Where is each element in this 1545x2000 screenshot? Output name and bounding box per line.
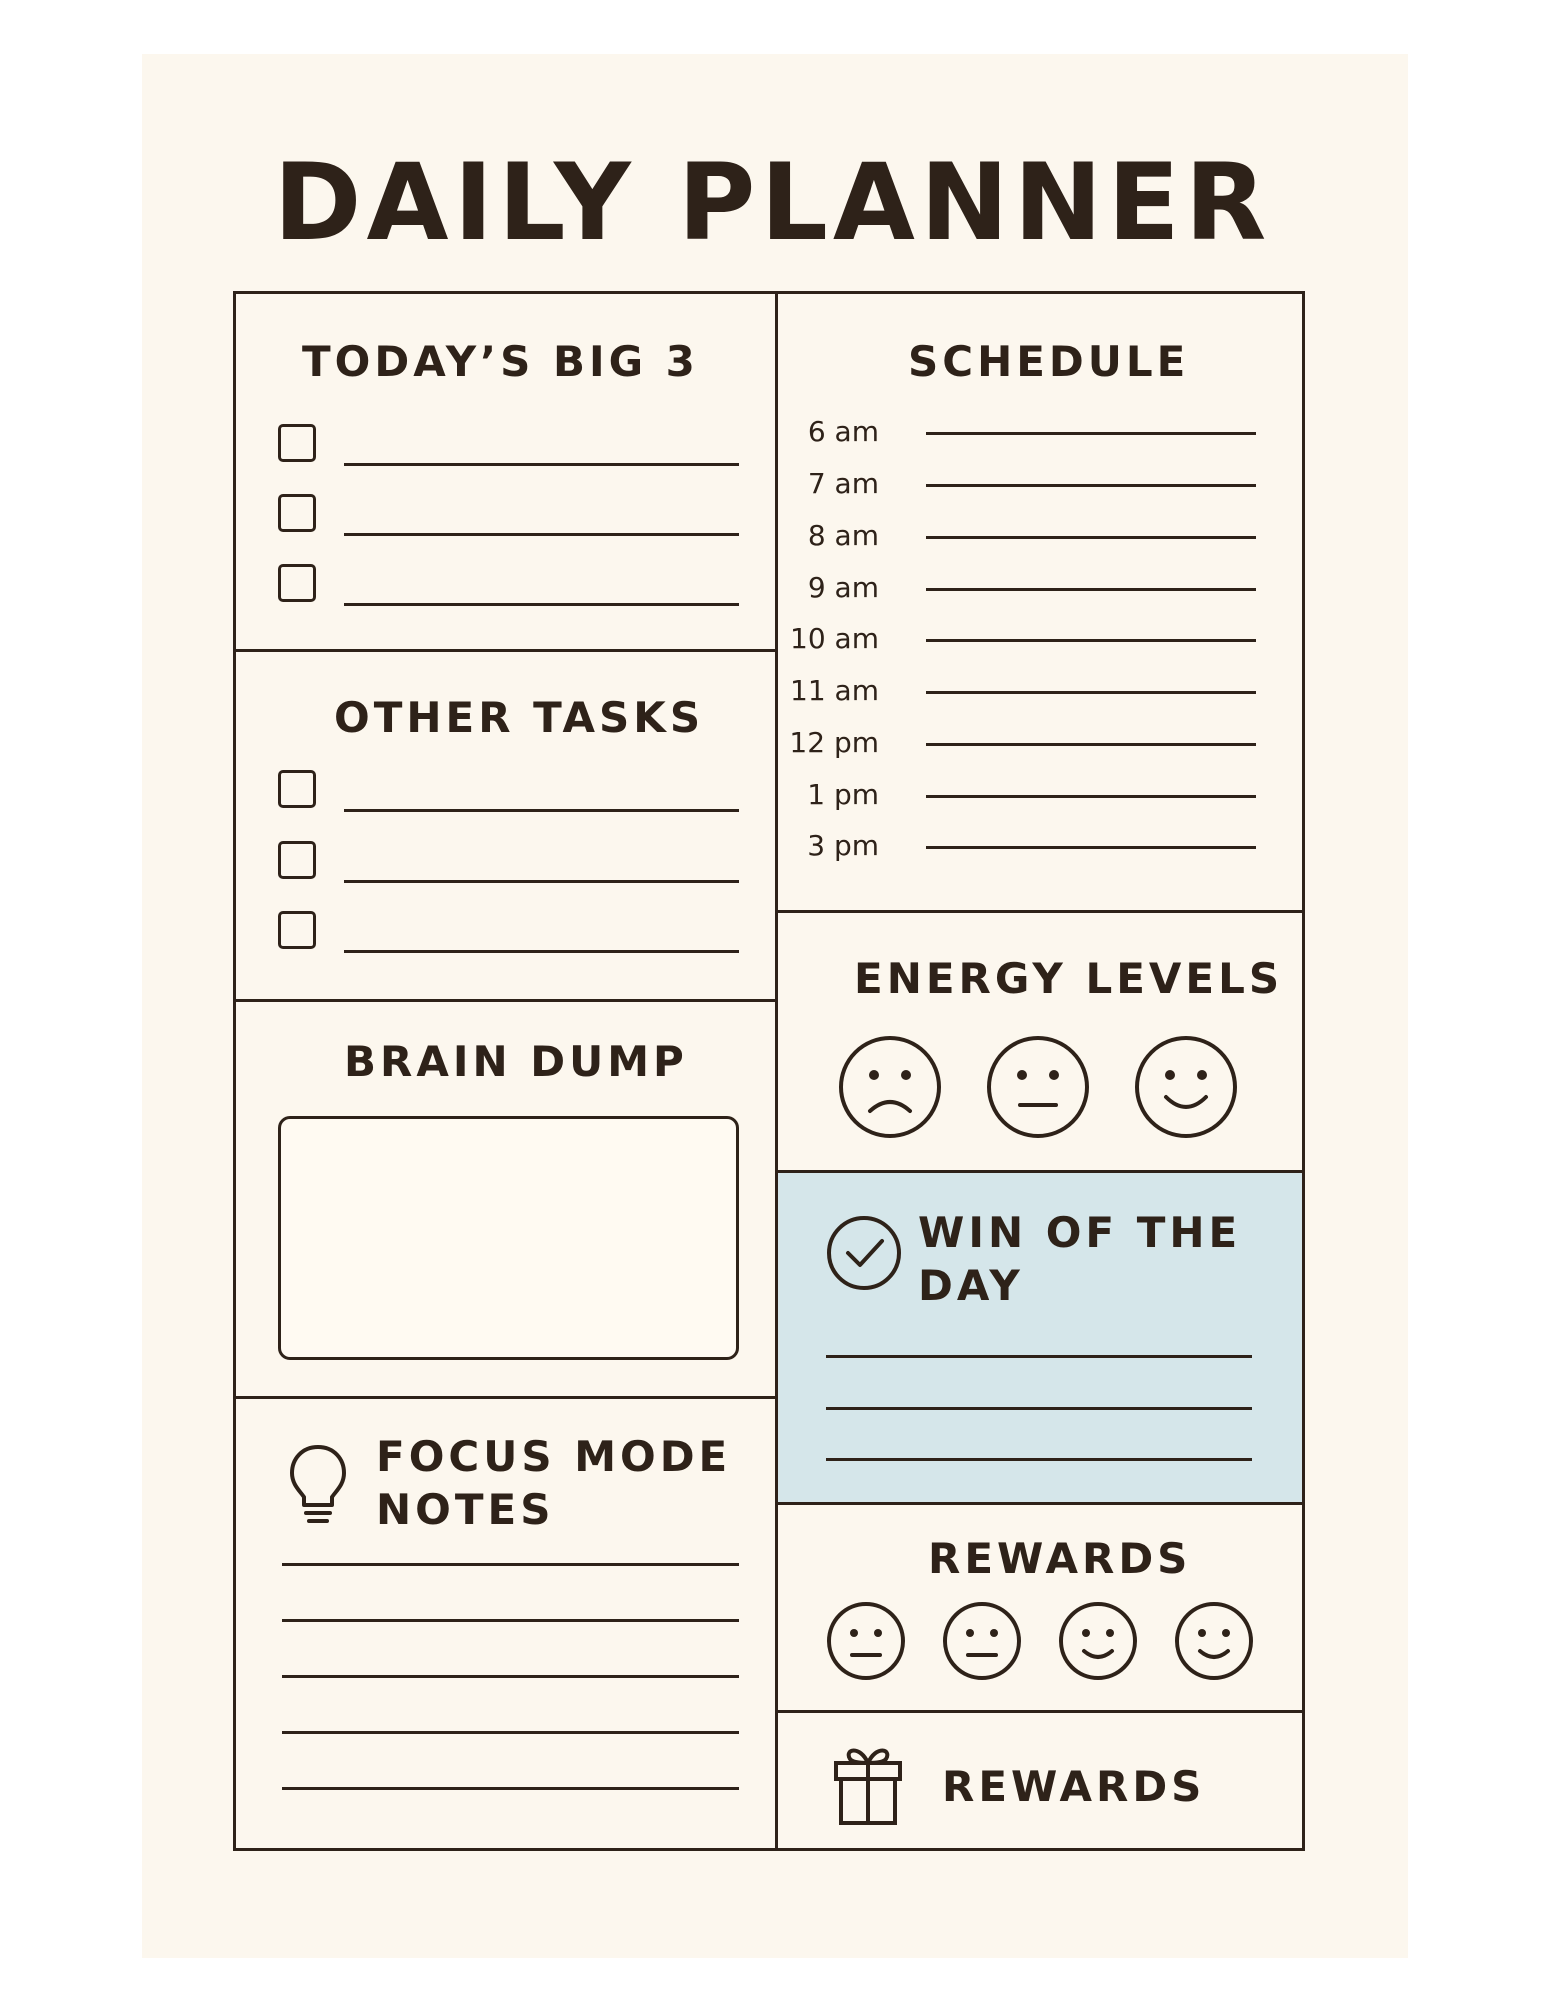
other-task-item-1 — [278, 770, 739, 812]
big3-checkbox-3[interactable] — [278, 564, 316, 602]
brain-dump-section — [236, 999, 775, 1396]
win-of-day-section — [778, 1170, 1302, 1502]
big3-line-3[interactable] — [344, 603, 739, 606]
schedule-line[interactable] — [926, 536, 1256, 539]
other-task-item-3 — [278, 911, 739, 953]
other-task-line-1[interactable] — [344, 809, 739, 812]
gift-icon — [832, 1741, 904, 1831]
schedule-row — [778, 826, 1256, 866]
lightbulb-icon — [288, 1443, 348, 1531]
rewards-gift-section — [778, 1710, 1302, 1848]
focus-notes-heading-line1: FOCUS MODE — [376, 1432, 732, 1481]
schedule-row — [778, 723, 1256, 763]
schedule-row — [778, 412, 1256, 452]
schedule-row — [778, 516, 1256, 556]
energy-levels-heading: ENERGY LEVELS — [854, 954, 1284, 1003]
other-tasks-heading: OTHER TASKS — [334, 693, 705, 742]
neutral-face-icon[interactable] — [986, 1035, 1090, 1143]
win-line-3[interactable] — [826, 1458, 1252, 1461]
neutral-face-icon[interactable] — [942, 1601, 1022, 1685]
win-heading-line2: DAY — [918, 1260, 1024, 1310]
other-task-checkbox-2[interactable] — [278, 841, 316, 879]
win-heading — [918, 1207, 1241, 1312]
energy-levels-section — [778, 910, 1302, 1170]
win-line-2[interactable] — [826, 1407, 1252, 1410]
schedule-row — [778, 671, 1256, 711]
other-tasks-section — [236, 649, 775, 999]
smile-face-icon[interactable] — [1058, 1601, 1138, 1685]
schedule-line[interactable] — [926, 588, 1256, 591]
brain-dump-heading: BRAIN DUMP — [344, 1037, 688, 1086]
rewards-gift-heading: REWARDS — [942, 1762, 1206, 1811]
schedule-time: 6 am — [807, 415, 879, 448]
schedule-line[interactable] — [926, 691, 1256, 694]
brain-dump-box[interactable] — [278, 1116, 739, 1360]
schedule-line[interactable] — [926, 846, 1256, 849]
other-task-checkbox-1[interactable] — [278, 770, 316, 808]
schedule-time: 8 am — [807, 519, 879, 552]
schedule-time: 3 pm — [807, 829, 879, 862]
big3-line-2[interactable] — [344, 533, 739, 536]
other-task-checkbox-3[interactable] — [278, 911, 316, 949]
big3-item-3 — [278, 564, 739, 606]
big3-checkbox-1[interactable] — [278, 424, 316, 462]
rewards-faces-section — [778, 1502, 1302, 1710]
big3-line-1[interactable] — [344, 463, 739, 466]
focus-notes-heading-line2: NOTES — [376, 1484, 555, 1534]
schedule-time: 7 am — [807, 467, 879, 500]
focus-notes-section — [236, 1396, 775, 1848]
focus-note-line-3[interactable] — [282, 1675, 739, 1678]
big3-checkbox-2[interactable] — [278, 494, 316, 532]
smile-face-icon[interactable] — [1174, 1601, 1254, 1685]
focus-note-line-2[interactable] — [282, 1619, 739, 1622]
focus-note-line-1[interactable] — [282, 1563, 739, 1566]
schedule-heading: SCHEDULE — [908, 337, 1190, 386]
schedule-section — [778, 294, 1302, 910]
schedule-row — [778, 464, 1256, 504]
big3-section — [236, 294, 775, 649]
schedule-time: 11 am — [790, 674, 879, 707]
schedule-row — [778, 568, 1256, 608]
big3-item-2 — [278, 494, 739, 536]
happy-face-icon[interactable] — [1134, 1035, 1238, 1143]
win-line-1[interactable] — [826, 1355, 1252, 1358]
other-task-line-3[interactable] — [344, 950, 739, 953]
big3-heading: TODAY’S BIG 3 — [302, 337, 699, 386]
planner-grid — [233, 291, 1305, 1851]
other-task-item-2 — [278, 841, 739, 883]
sad-face-icon[interactable] — [838, 1035, 942, 1143]
schedule-line[interactable] — [926, 639, 1256, 642]
schedule-time: 10 am — [790, 622, 879, 655]
schedule-row — [778, 619, 1256, 659]
page-title: DAILY PLANNER — [273, 141, 1272, 264]
focus-note-line-4[interactable] — [282, 1731, 739, 1734]
big3-item-1 — [278, 424, 739, 466]
left-column — [236, 294, 778, 1848]
schedule-time: 1 pm — [807, 778, 879, 811]
schedule-line[interactable] — [926, 432, 1256, 435]
other-task-line-2[interactable] — [344, 880, 739, 883]
focus-note-line-5[interactable] — [282, 1787, 739, 1790]
check-circle-icon — [826, 1215, 902, 1295]
schedule-row — [778, 775, 1256, 815]
rewards-heading: REWARDS — [928, 1534, 1192, 1583]
schedule-time: 12 pm — [789, 726, 879, 759]
win-heading-line1: WIN OF THE — [918, 1208, 1242, 1257]
focus-notes-heading — [376, 1431, 731, 1536]
schedule-line[interactable] — [926, 743, 1256, 746]
schedule-time: 9 am — [807, 571, 879, 604]
schedule-line[interactable] — [926, 795, 1256, 798]
schedule-line[interactable] — [926, 484, 1256, 487]
neutral-face-icon[interactable] — [826, 1601, 906, 1685]
right-column — [778, 294, 1302, 1848]
